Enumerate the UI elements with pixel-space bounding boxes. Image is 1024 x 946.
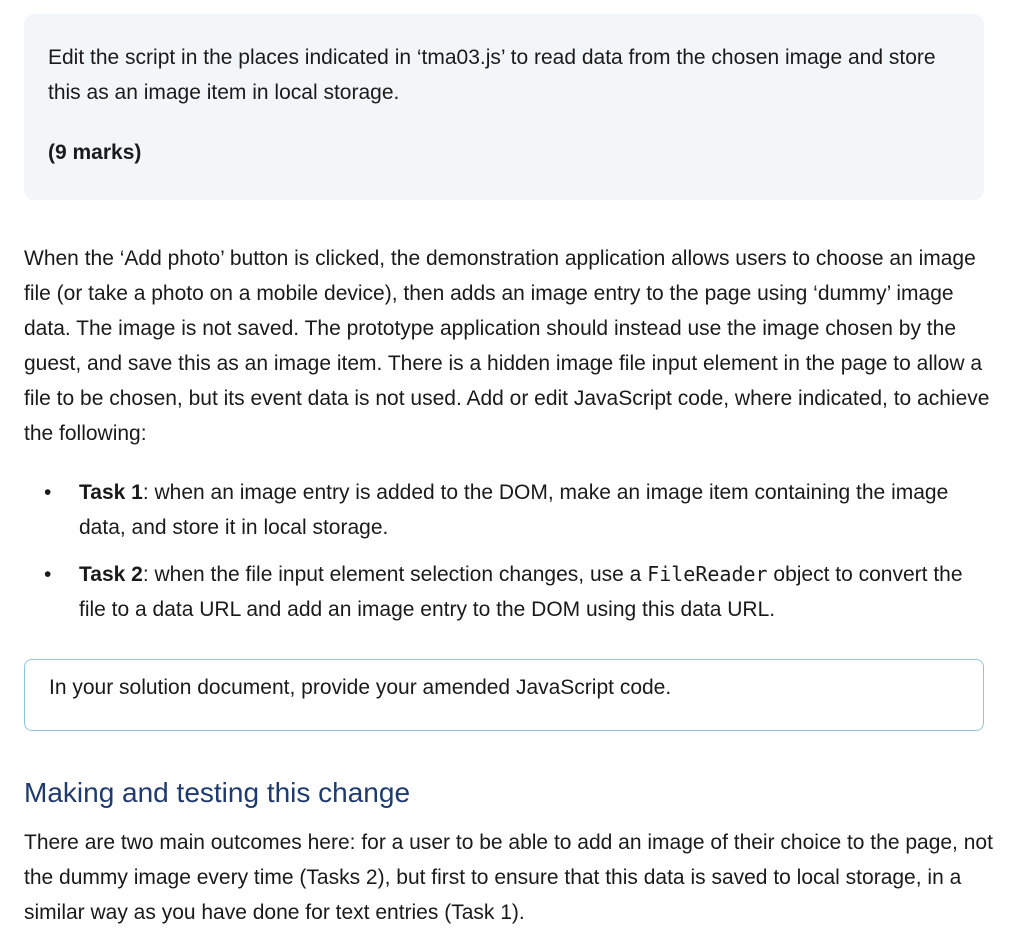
task-name: Task 1 <box>79 481 143 504</box>
task-text-before: : when the file input element selection changes, use a <box>142 563 648 586</box>
solution-note-box <box>24 659 984 731</box>
task-text: : when an image entry is added to the DOM, make an image item containing the image data, and store it in local storage. <box>79 481 949 539</box>
bullet-icon: • <box>44 563 52 586</box>
section-heading: Making and testing this change <box>24 777 411 808</box>
code-filereader: FileReader <box>647 562 768 586</box>
question-text: Edit the script in the places indicated in ‘tma03.js’ to read data from the chosen image and store this as an image item in local storage. <box>48 46 936 104</box>
task-text-after: object to convert the file to a data URL and add an image entry to the DOM using this data URL. <box>79 563 963 621</box>
question-marks: (9 marks) <box>48 141 142 164</box>
task-item-1 <box>24 475 984 545</box>
bullet-icon: • <box>44 481 52 504</box>
outro-paragraph: There are two main outcomes here: for a user to be able to add an image of their choice to the page, not the dummy image every time (Tasks 2), but first to ensure that this data is saved to local storage, in a similar way as you have done for text entries (Task 1). <box>24 831 993 924</box>
question-box <box>24 14 984 200</box>
task-list <box>24 475 984 627</box>
intro-paragraph: When the ‘Add photo’ button is clicked, the demonstration application allows users to choose an image file (or take a photo on a mobile device), then adds an image entry to the page using ‘dummy’ image data. The image is not saved. The prototype application should instead use the image chosen by the guest, and save this as an image item. There is a hidden image file input element in the page to allow a file to be chosen, but its event data is not used. Add or edit JavaScript code, where indicated, to achieve the following: <box>24 247 990 445</box>
solution-note-text: In your solution document, provide your amended JavaScript code. <box>49 676 672 699</box>
task-item-2 <box>24 557 984 627</box>
task-name: Task 2 <box>79 563 143 586</box>
